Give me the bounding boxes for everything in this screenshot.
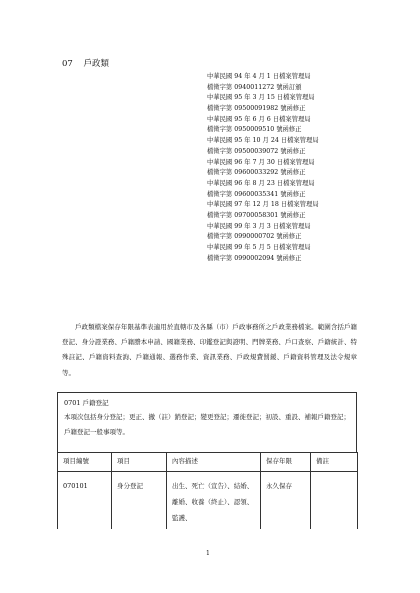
history-line: 中華民國 95 年 10 月 24 日檔案管理局 (207, 137, 319, 145)
intro-paragraph (62, 320, 357, 381)
revision-history (207, 72, 319, 264)
cell-retention: 永久保存 (261, 472, 311, 530)
category-heading (62, 57, 109, 69)
history-line: 中華民國 99 年 5 月 5 日檔案管理局 (207, 244, 311, 251)
column-header-description: 內容描述 (167, 453, 261, 472)
column-header-code: 項目編號 (58, 453, 112, 472)
history-line: 中華民國 95 年 3 月 15 日檔案管理局 (207, 94, 315, 102)
history-line: 中華民國 99 年 3 月 3 日檔案管理局 (207, 222, 311, 230)
history-line: 檔徵字第 0990002094 號函修正 (207, 254, 302, 262)
history-line: 中華民國 94 年 4 月 1 日檔案管理局 (207, 73, 311, 80)
intro-text: 戶政類檔案保存年限基準表適用於直轄市及各縣（市）戶政事務所之戶政業務檔案。範圍含括戶籍登記、身分證業務、戶籍謄本申請、國籍業務、印鑑登記與證明、門牌業務、戶口查察、戶籍統計、特殊註記、戶籍資料查詢、戶籍通報、選務作業、資訊業務、戶政規費罰鍰、戶籍資料管理及法令規章等。 (62, 323, 357, 377)
cell-code: 070101 (58, 472, 112, 530)
section-description: 本項次包括身分登記；更正、撤（註）銷登記；變更登記；遷徙登記；初設、重設、補報戶籍登記；戶籍登記一般事項等。 (64, 413, 350, 437)
history-line: 中華民國 95 年 6 月 6 日檔案管理局 (207, 115, 311, 123)
page-number: 1 (206, 550, 210, 557)
column-header-retention: 保存年限 (261, 453, 311, 472)
cell-note (311, 472, 358, 530)
table-row (58, 472, 358, 530)
history-line: 檔徵字第 09700058301 號函修正 (207, 211, 306, 219)
cell-item: 身分登記 (112, 472, 167, 530)
column-header-item: 項目 (112, 453, 167, 472)
history-line: 中華民國 97 年 12 月 18 日檔案管理局 (207, 201, 319, 209)
history-line: 檔徵字第 0950009510 號函修正 (207, 126, 302, 134)
history-line: 檔徵字第 09600035341 號函修正 (207, 190, 306, 198)
history-line: 檔徵字第 09600033292 號函修正 (207, 169, 306, 177)
category-title: 戶政類 (83, 59, 110, 69)
history-line: 檔徵字第 0940011272 號函訂頒 (207, 83, 302, 91)
history-line: 檔徵字第 0990000702 號函修正 (207, 233, 302, 241)
history-line: 檔徵字第 09500091982 號函修正 (207, 105, 306, 113)
section-box (57, 392, 357, 452)
category-number: 07 (62, 59, 73, 69)
cell-description: 出生、死亡（宣告）、結婚、離婚、收養（終止）、認領、監護、 (167, 472, 261, 530)
history-line: 中華民國 96 年 8 月 23 日檔案管理局 (207, 179, 315, 187)
history-line: 檔徵字第 09500039072 號函修正 (207, 147, 306, 155)
table-header-row (58, 453, 358, 472)
retention-table (57, 452, 358, 529)
history-line: 中華民國 96 年 7 月 30 日檔案管理局 (207, 158, 315, 166)
section-title: 0701 戶籍登記 (64, 399, 109, 407)
column-header-note: 備註 (311, 453, 358, 472)
